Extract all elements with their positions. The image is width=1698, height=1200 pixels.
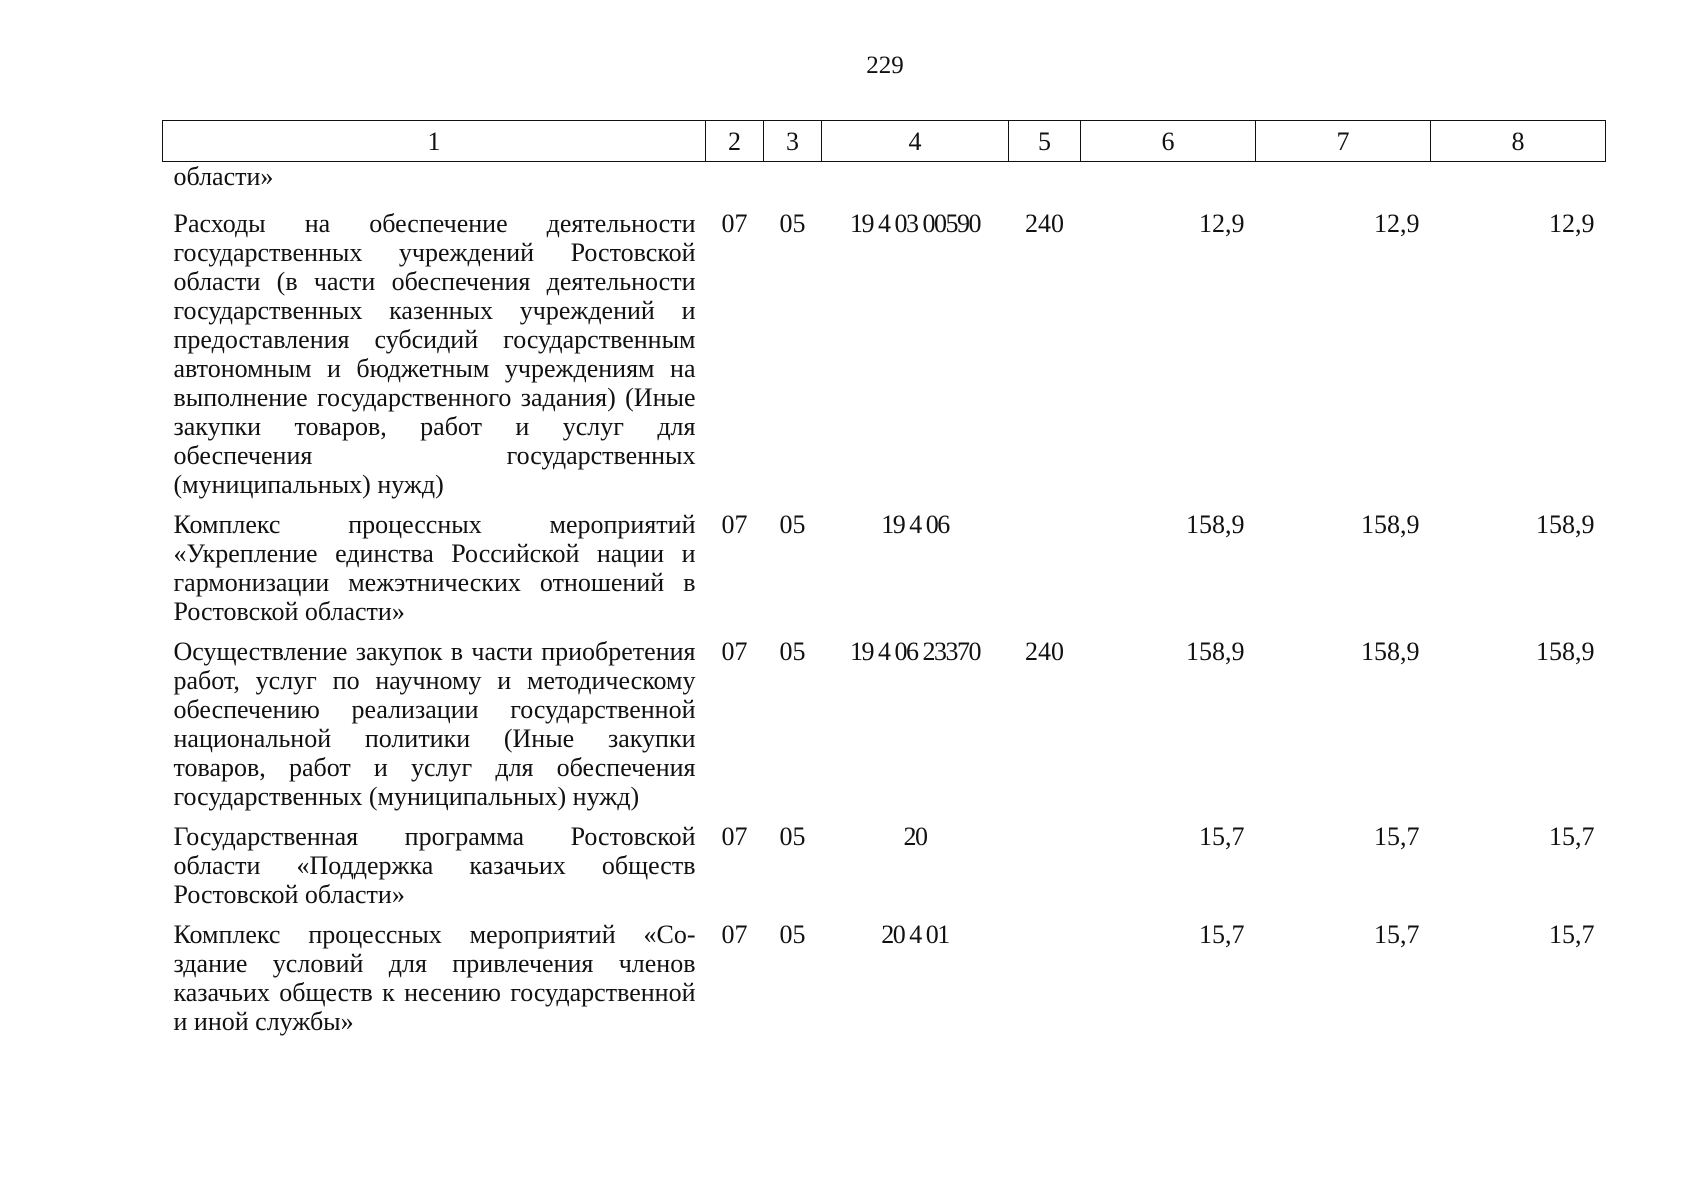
column-header-2: 2 <box>706 121 764 162</box>
row-section <box>706 162 764 210</box>
row-value-col8: 158,9 <box>1536 637 1595 666</box>
row-value-col8: 15,7 <box>1549 920 1595 949</box>
table-row <box>163 822 1606 920</box>
row-expense-type: 240 <box>1025 209 1064 238</box>
row-value-col7 <box>1256 162 1431 210</box>
column-header-5: 5 <box>1009 121 1081 162</box>
column-header-7: 7 <box>1256 121 1431 162</box>
row-name: Осуществление закупок в части приобретения работ, услуг по научному и методическому обеспечению реализации государственной национальной политики (Иные закупки товаров, работ и услуг для обеспечения государственных (муниципальных) нужд) <box>173 637 696 811</box>
table-row <box>163 510 1606 637</box>
row-target-code: 20 <box>903 822 927 851</box>
row-name: Комплекс процессных мероприятий «Создание условий для привлечения членов казачьих обществ к несению государственной и иной службы» <box>173 920 696 1036</box>
row-section: 07 <box>721 822 748 851</box>
table-header-row <box>163 121 1606 162</box>
row-value-col7: 158,9 <box>1361 637 1420 666</box>
row-value-col7: 12,9 <box>1374 209 1420 238</box>
row-name: Расходы на обеспечение деятельности государственных учреждений Ростовской области (в части обеспечения деятельности государственных казенных учреждений и предоставления субсидий государственным автономным и бюджетным учреждениям на выполнение государственного задания) (Иные закупки товаров, работ и услуг для обеспечения государственных (муниципальных) нужд) <box>173 209 696 499</box>
row-target-code: 19 4 06 <box>881 510 949 539</box>
row-name: Комплекс процессных мероприятий «Укрепление единства Российской нации и гармонизации межэтнических отношений в Ростовской области» <box>173 510 696 626</box>
column-header-3: 3 <box>764 121 822 162</box>
row-expense-type: 240 <box>1025 637 1064 666</box>
row-subsection: 05 <box>779 510 806 539</box>
row-name: Государственная программа Ростовской области «Поддержка казачьих обществ Ростовской области» <box>173 822 696 909</box>
row-subsection: 05 <box>779 637 806 666</box>
row-section: 07 <box>721 920 748 949</box>
row-value-col6: 12,9 <box>1199 209 1245 238</box>
row-target-code: 19 4 06 23370 <box>850 637 980 666</box>
row-value-col6: 158,9 <box>1186 637 1245 666</box>
table-row <box>163 637 1606 822</box>
row-name: области» <box>173 162 274 191</box>
row-value-col6 <box>1081 162 1256 210</box>
row-target-code: 19 4 03 00590 <box>850 209 980 238</box>
page-number: 229 <box>866 52 904 79</box>
column-header-6: 6 <box>1081 121 1256 162</box>
row-value-col7: 15,7 <box>1374 920 1420 949</box>
row-value-col8: 15,7 <box>1549 822 1595 851</box>
row-target-code <box>822 162 1009 210</box>
row-expense-type <box>1009 510 1081 637</box>
row-value-col6: 158,9 <box>1186 510 1245 539</box>
row-value-col8 <box>1431 162 1606 210</box>
row-section: 07 <box>721 209 748 238</box>
table-row <box>163 162 1606 210</box>
row-expense-type <box>1009 162 1081 210</box>
row-value-col8: 158,9 <box>1536 510 1595 539</box>
table-row <box>163 209 1606 510</box>
row-value-col6: 15,7 <box>1199 822 1245 851</box>
budget-table <box>162 120 1606 1047</box>
row-subsection <box>764 162 822 210</box>
row-value-col6: 15,7 <box>1199 920 1245 949</box>
row-value-col7: 15,7 <box>1374 822 1420 851</box>
row-value-col8: 12,9 <box>1549 209 1595 238</box>
row-subsection: 05 <box>779 920 806 949</box>
column-header-8: 8 <box>1431 121 1606 162</box>
row-target-code: 20 4 01 <box>881 920 949 949</box>
row-section: 07 <box>721 637 748 666</box>
row-expense-type <box>1009 920 1081 1047</box>
row-subsection: 05 <box>779 822 806 851</box>
column-header-4: 4 <box>822 121 1009 162</box>
row-subsection: 05 <box>779 209 806 238</box>
row-section: 07 <box>721 510 748 539</box>
row-expense-type <box>1009 822 1081 920</box>
row-value-col7: 158,9 <box>1361 510 1420 539</box>
column-header-1: 1 <box>163 121 706 162</box>
table-row <box>163 920 1606 1047</box>
